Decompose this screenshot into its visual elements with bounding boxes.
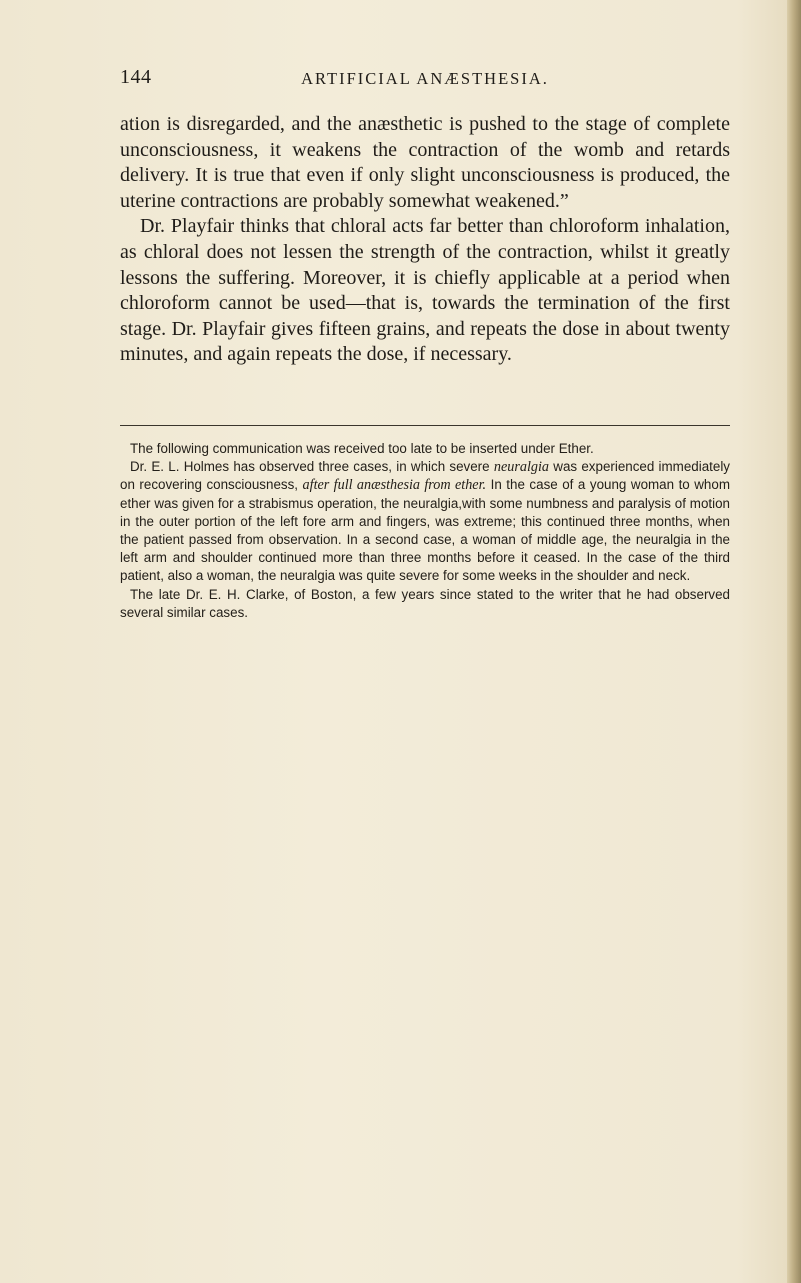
footnote-rule [120,425,730,426]
main-text [120,112,730,368]
paragraph-continuation: ation is disregarded, and the anæsthetic is pushed to the stage of complete unconsciousness, it weakens the contraction of the womb and retards delivery. It is true that even if only slight unconsciousness is produced, the uterine contractions are probably somewhat weakened.” [120,113,730,212]
footnote-holmes-cases [120,458,730,585]
paragraph-playfair: Dr. Playfair thinks that chloral acts far better than chloroform inhalation, as chloral does not lessen the strength of the contraction, whilst it greatly lessons the suffering. Moreover, it is chiefly applicable at a period when chloroform cannot be used—that is, towards the termination of the first stage. Dr. Playfair gives fifteen grains, and repeats the dose in about twenty minutes, and again repeats the dose, if necessary. [120,215,730,366]
page-number: 144 [120,66,152,88]
footnote-text: Dr. E. L. Holmes has observed three cases, in which severe [130,459,494,475]
footnote-clarke: The late Dr. E. H. Clarke, of Boston, a few years since stated to the writer that he had observed several similar cases. [120,586,730,620]
footnote-text: In the case of a young woman to whom ether was given for a strabismus operation, the neuralgia,with some numbness and paralysis of motion in the outer portion of the left fore arm and fingers, was extreme; this continued three months, when the patient passed from observation. In a second case, a woman of middle age, the neuralgia in the left arm and shoulder continued more than three months before it ceased. In the case of the third patient, also a woman, the neuralgia was quite severe for some weeks in the shoulder and neck. [120,477,730,584]
footnote [120,440,730,622]
footnote-text: was experienced immediately on recovering consciousness, [120,459,730,493]
running-head [120,66,730,96]
footnote-intro: The following communication was received too late to be inserted under Ether. [130,441,594,456]
page-edge-shadow [787,0,801,1283]
footnote-italic-anaesthesia: after full anæsthesia from ether. [302,477,487,494]
running-title: ARTIFICIAL ANÆSTHESIA. [301,69,549,88]
footnote-italic-neuralgia: neuralgia [493,459,550,476]
